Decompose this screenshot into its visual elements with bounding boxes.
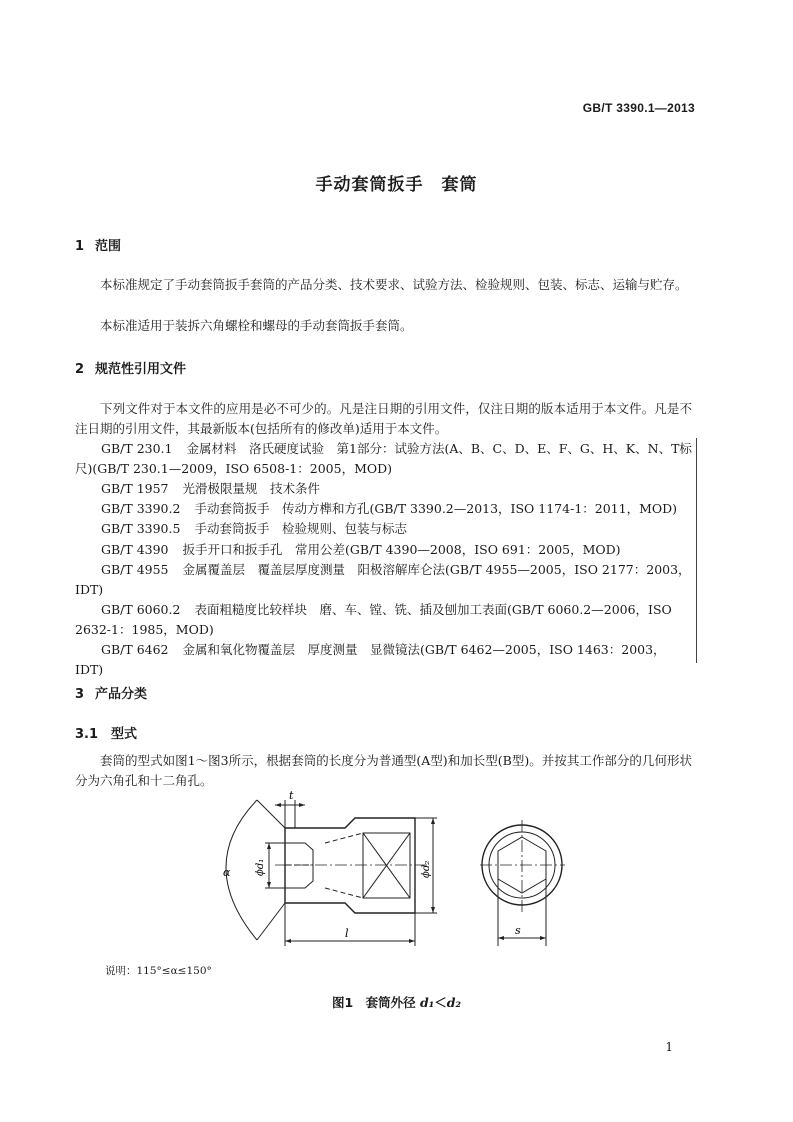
- alpha-label: α: [223, 866, 231, 879]
- l-label: l: [345, 927, 349, 940]
- section-2-heading: [75, 358, 186, 377]
- section-1-heading: [75, 235, 121, 254]
- reference-code: GB/T 3390.2: [101, 501, 181, 516]
- normative-reference: [75, 640, 692, 680]
- section-3-1-para: 套筒的型式如图1～图3所示，根据套筒的长度分为普通型(A型)和加长型(B型)。并按其工作部分的几何形状分为六角孔和十二角孔。: [75, 753, 692, 788]
- section-title: 产品分类: [95, 687, 148, 702]
- reference-title: 金属和氧化物覆盖层 厚度测量 显微镜法(GB/T 6462—2005，ISO 1463：2003，IDT): [75, 642, 666, 677]
- page-number: 1: [665, 1040, 673, 1054]
- caption-prefix: 图1 套筒外径: [331, 995, 416, 1010]
- reference-title: 表面粗糙度比较样块 磨、车、镗、铣、插及刨加工表面(GB/T 6060.2—2006，ISO 2632-1：1985，MOD): [75, 602, 672, 637]
- reference-title: 金属材料 洛氏硬度试验 第1部分：试验方法(A、B、C、D、E、F、G、H、K、N、T标尺)(GB/T 230.1—2009，ISO 6508-1：2005，MOD): [75, 441, 692, 476]
- reference-code: GB/T 6060.2: [101, 602, 181, 617]
- reference-title: 手动套筒扳手 检验规则、包装与标志: [194, 521, 407, 536]
- page-title: 手动套筒扳手 套筒: [315, 175, 478, 195]
- section-1-para-2: 本标准适用于装拆六角螺栓和螺母的手动套筒扳手套筒。: [100, 318, 413, 333]
- normative-reference: [75, 499, 692, 519]
- margin-bar: [696, 438, 699, 663]
- caption-lt: ＜: [434, 995, 447, 1010]
- socket-drawing: [205, 788, 565, 958]
- normative-reference: [75, 540, 692, 560]
- section-title: 规范性引用文件: [95, 362, 187, 377]
- figure-note: 说明：115°≤α≤150°: [105, 965, 212, 977]
- standard-number: GB/T 3390.1—2013: [582, 101, 695, 115]
- caption-d2: d₂: [446, 995, 461, 1010]
- reference-title: 金属覆盖层 覆盖层厚度测量 阳极溶解库仑法(GB/T 4955—2005，ISO 2177：2003，IDT): [75, 562, 691, 597]
- section-title: 范围: [95, 239, 122, 254]
- figure-caption: [0, 993, 793, 1011]
- s-label: s: [515, 924, 521, 937]
- section-1-para-1: 本标准规定了手动套筒扳手套筒的产品分类、技术要求、试验方法、检验规则、包装、标志、运输与贮存。: [100, 277, 688, 292]
- reference-title: 光滑极限量规 技术条件: [182, 481, 321, 496]
- normative-reference: [75, 600, 692, 640]
- reference-code: GB/T 230.1: [101, 441, 173, 456]
- section-number: 1: [75, 239, 85, 254]
- reference-code: GB/T 6462: [101, 642, 169, 657]
- reference-code: GB/T 1957: [101, 481, 169, 496]
- section-number: 3.1: [75, 727, 99, 742]
- normative-reference: [75, 439, 692, 479]
- normative-reference: [75, 519, 692, 539]
- t-label: t: [289, 789, 294, 802]
- caption-d1: d₁: [420, 995, 435, 1010]
- d1-label: ϕd₁: [255, 858, 266, 876]
- section-number: 2: [75, 362, 85, 377]
- normative-reference: [75, 560, 692, 600]
- d2-label: ϕd₂: [421, 860, 432, 878]
- normative-reference: [75, 479, 692, 499]
- reference-title: 扳手开口和扳手孔 常用公差(GB/T 4390—2008，ISO 691：2005，MOD): [182, 542, 621, 557]
- reference-code: GB/T 3390.5: [101, 521, 181, 536]
- reference-code: GB/T 4390: [101, 542, 169, 557]
- section-title: 型式: [111, 727, 138, 742]
- section-3-1-heading: [75, 723, 137, 742]
- section-2-intro: 下列文件对于本文件的应用是必不可少的。凡是注日期的引用文件，仅注日期的版本适用于本文件。凡是不注日期的引用文件，其最新版本(包括所有的修改单)适用于本文件。: [75, 401, 692, 436]
- reference-code: GB/T 4955: [101, 562, 169, 577]
- section-number: 3: [75, 687, 85, 702]
- reference-title: 手动套筒扳手 传动方榫和方孔(GB/T 3390.2—2013，ISO 1174-1：2011，MOD): [194, 501, 678, 516]
- section-3-heading: [75, 683, 147, 702]
